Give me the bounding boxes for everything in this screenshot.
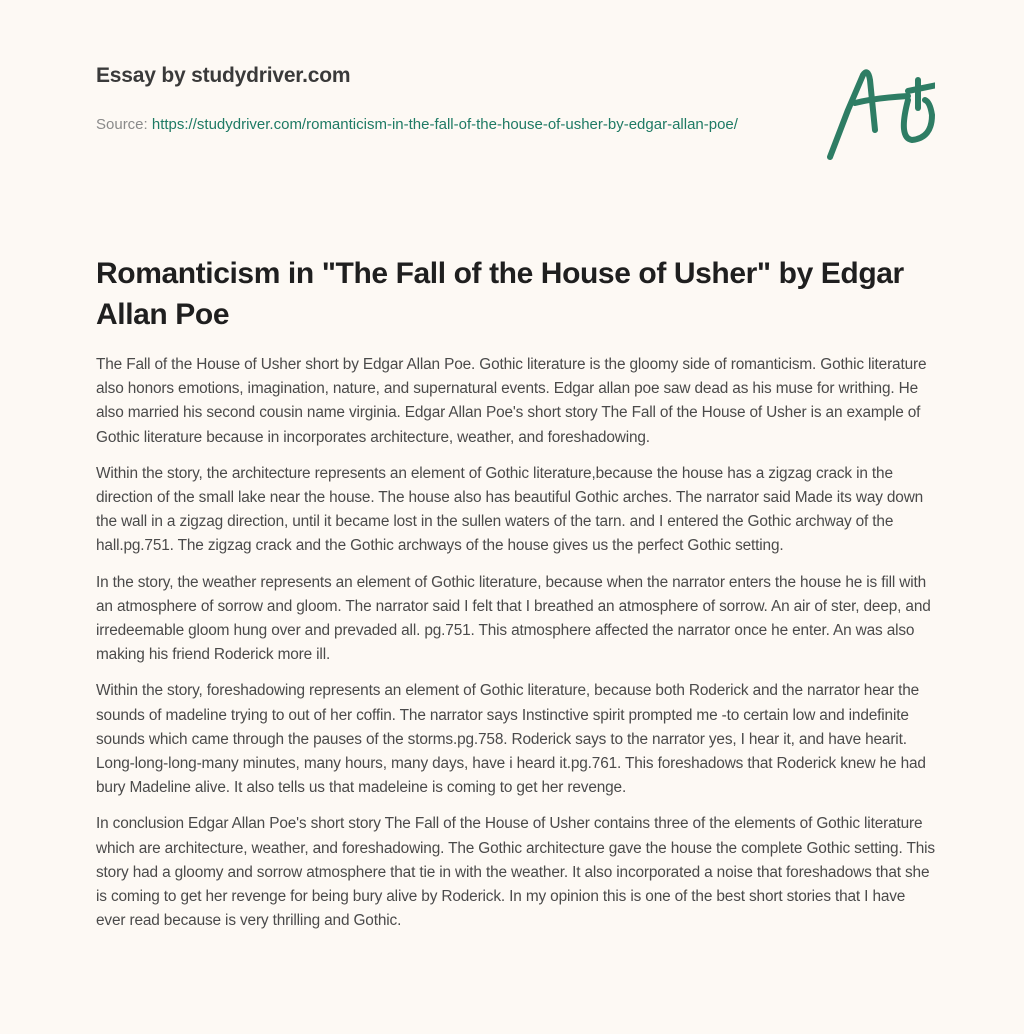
a-plus-grade-icon bbox=[820, 40, 935, 170]
essay-paragraph: Within the story, foreshadowing represents an element of Gothic literature, because both Roderick and the narrator hear the sounds of madeline trying to out of her coffin. The narrator says Instinctive spirit prompted me -to certain low and indefinite sounds which came through the pauses of the storms.pg.758. Roderick says to the narrator yes, I hear it, and have hearit. Long-long-long-many minutes, many hours, many days, have i heard it.pg.761. This foreshadows that Roderick knew he had bury Madeline alive. It also tells us that madeleine is coming to get her revenge. bbox=[96, 682, 926, 797]
source-line bbox=[96, 113, 776, 137]
source-link[interactable]: https://studydriver.com/romanticism-in-the-fall-of-the-house-of-usher-by-edgar-allan-poe/ bbox=[151, 116, 738, 133]
essay-paragraph: In the story, the weather represents an element of Gothic literature, because when the narrator enters the house he is fill with an atmosphere of sorrow and gloom. The narrator said I felt that I breathed an atmosphere of sorrow. An air of ster, deep, and irredeemable gloom hung over and prevaded all. pg.751. This atmosphere affected the narrator once he enter. An was also making his friend Roderick more ill. bbox=[96, 573, 931, 664]
source-label: Source: bbox=[96, 116, 152, 133]
brand-title: Essay by studydriver.com bbox=[96, 64, 351, 87]
essay-title: Romanticism in "The Fall of the House of Usher" by Edgar Allan Poe bbox=[96, 257, 904, 331]
essay-body bbox=[96, 353, 936, 945]
essay-paragraph: The Fall of the House of Usher short by Edgar Allan Poe. Gothic literature is the gloomy side of romanticism. Gothic literature also honors emotions, imagination, nature, and supernatural events. Edgar allan poe saw dead as his muse for writhing. He also married his second cousin name virginia. Edgar Allan Poe's short story The Fall of the House of Usher is an example of Gothic literature because in incorporates architecture, weather, and foreshadowing. bbox=[96, 356, 927, 446]
essay-paragraph: In conclusion Edgar Allan Poe's short story The Fall of the House of Usher contains three of the elements of Gothic literature which are architecture, weather, and foreshadowing. The Gothic architecture gave the house the complete Gothic setting. This story had a gloomy and sorrow atmosphere that tie in with the weather. It also incorporated a noise that foreshadows that she is coming to get her revenge for being bury alive by Roderick. In my opinion this is one of the best short stories that I have ever read because is very thrilling and Gothic. bbox=[96, 815, 935, 930]
page-header bbox=[96, 64, 776, 137]
essay-paragraph: Within the story, the architecture represents an element of Gothic literature,because the house has a zigzag crack in the direction of the small lake near the house. The house also has beautiful Gothic arches. The narrator said Made its way down the wall in a zigzag direction, until it became lost in the sullen waters of the tarn. and I entered the Gothic archway of the hall.pg.751. The zigzag crack and the Gothic archways of the house gives us the perfect Gothic setting. bbox=[96, 464, 924, 555]
